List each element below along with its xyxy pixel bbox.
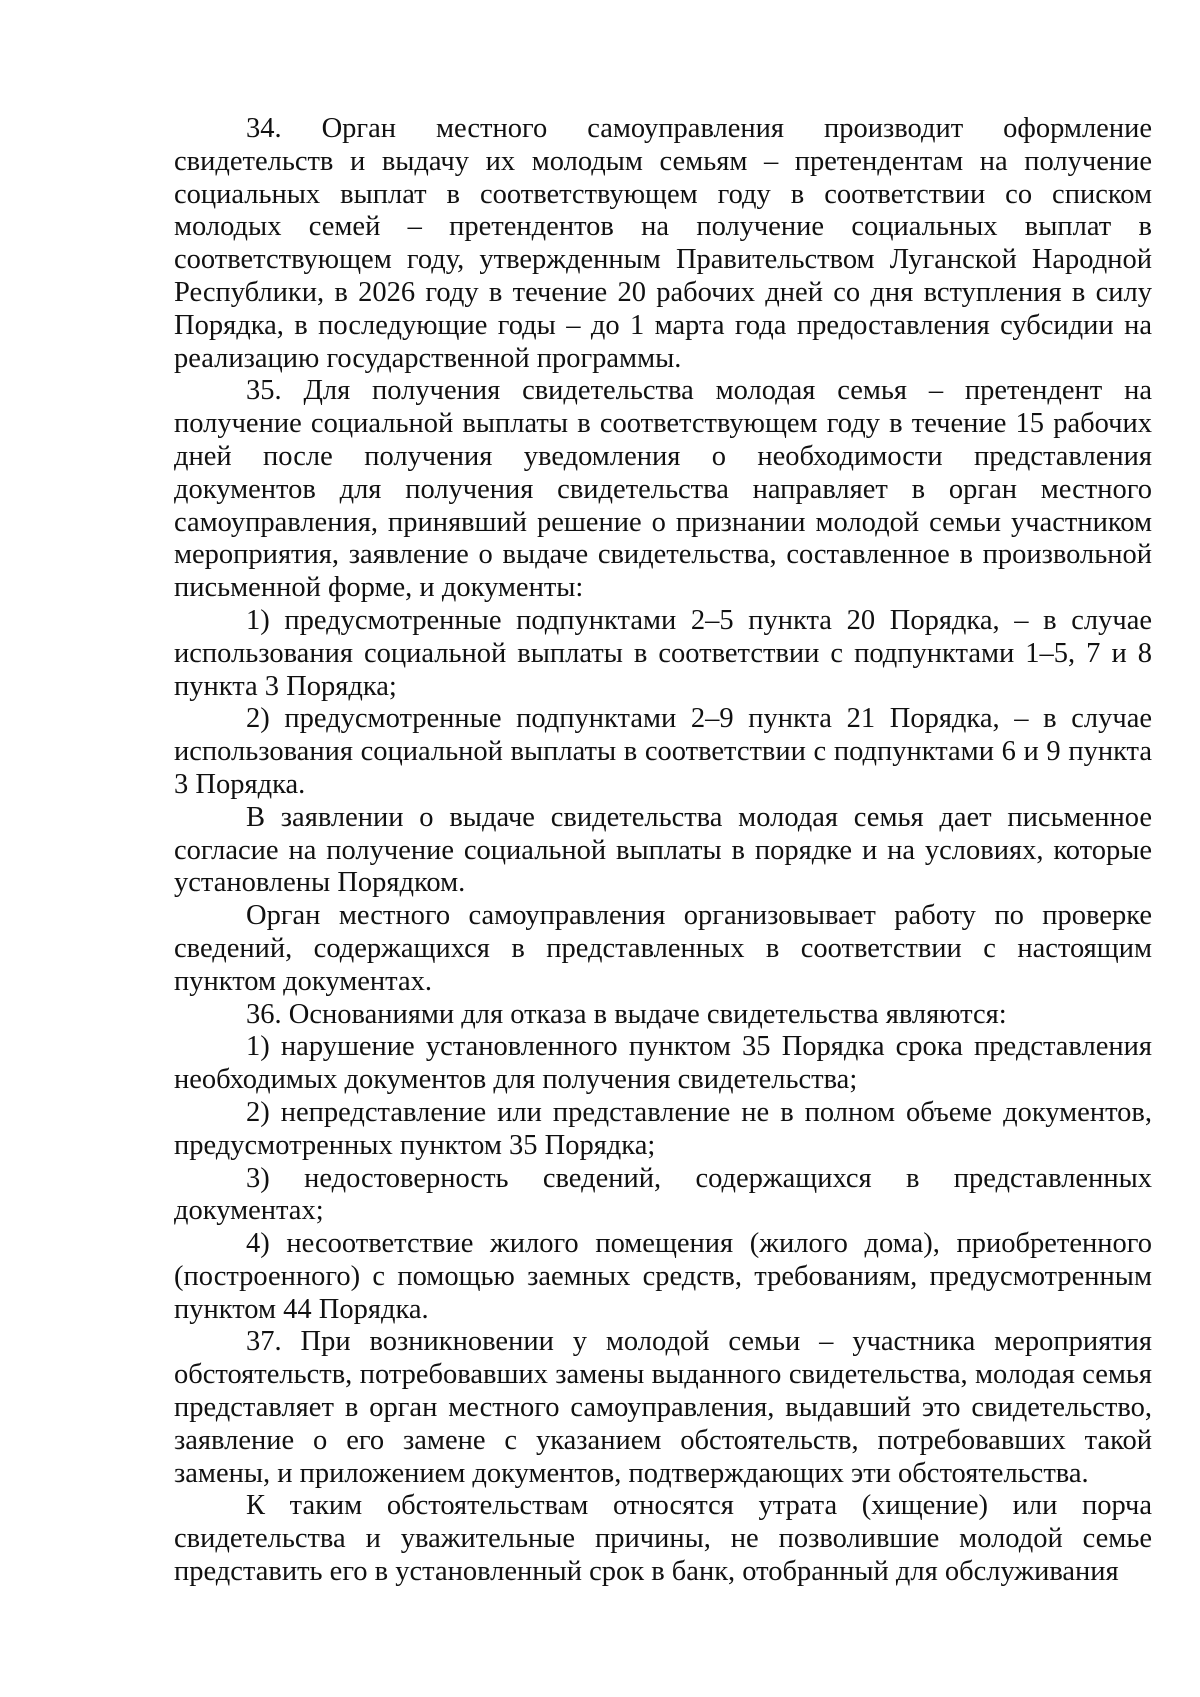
paragraph-item-36-sub-3: 3) недостоверность сведений, содержащихся в представленных документах; xyxy=(174,1162,1152,1227)
paragraph-item-34: 34. Орган местного самоуправления производит оформление свидетельств и выдачу их молодым семьям – претендентам на получение социальных выплат в соответствующем году в соответствии со списком молодых семей – претендентов на получение социальных выплат в соответствующем году, утвержденным Правительством Луганской Народной Республики, в 2026 году в течение 20 рабочих дней со дня вступления в силу Порядка, в последующие годы – до 1 марта года предоставления субсидии на реализацию государственной программы. xyxy=(174,113,1152,374)
paragraph-item-36-sub-2: 2) непредставление или представление не в полном объеме документов, предусмотренных пунктом 35 Порядка; xyxy=(174,1096,1152,1161)
paragraph-item-36-sub-1: 1) нарушение установленного пунктом 35 Порядка срока представления необходимых документов для получения свидетельства; xyxy=(174,1031,1152,1096)
paragraph-verification: Орган местного самоуправления организовывает работу по проверке сведений, содержащихся в представленных в соответствии с настоящим пунктом документах. xyxy=(174,900,1152,997)
paragraph-item-36-sub-4: 4) несоответствие жилого помещения (жилого дома), приобретенного (построенного) с помощью заемных средств, требованиям, предусмотренным пунктом 44 Порядка. xyxy=(174,1228,1152,1325)
paragraph-item-37: 37. При возникновении у молодой семьи – участника мероприятия обстоятельств, потребовавших замены выданного свидетельства, молодая семья представляет в орган местного самоуправления, выдавший это свидетельство, заявление о его замене с указанием обстоятельств, потребовавших такой замены, и приложением документов, подтверждающих эти обстоятельства. xyxy=(174,1326,1152,1489)
paragraph-circumstances: К таким обстоятельствам относятся утрата (хищение) или порча свидетельства и уважительные причины, не позволившие молодой семье представить его в установленный срок в банк, отобранный для обслуживания xyxy=(174,1490,1152,1588)
paragraph-item-35-sub-1: 1) предусмотренные подпунктами 2–5 пункта 20 Порядка, – в случае использования социальной выплаты в соответствии с подпунктами 1–5, 7 и 8 пункта 3 Порядка; xyxy=(174,604,1152,702)
document-body xyxy=(174,113,1152,1589)
paragraph-consent: В заявлении о выдаче свидетельства молодая семья дает письменное согласие на получение социальной выплаты в порядке и на условиях, которые установлены Порядком. xyxy=(174,801,1152,899)
paragraph-item-35: 35. Для получения свидетельства молодая семья – претендент на получение социальной выплаты в соответствующем году в течение 15 рабочих дней после получения уведомления о необходимости представления документов для получения свидетельства направляет в орган местного самоуправления, принявший решение о признании молодой семьи участником мероприятия, заявление о выдаче свидетельства, составленное в произвольной письменной форме, и документы: xyxy=(174,375,1152,604)
paragraph-item-36: 36. Основаниями для отказа в выдаче свидетельства являются: xyxy=(246,998,1007,1030)
paragraph-item-35-sub-2: 2) предусмотренные подпунктами 2–9 пункта 21 Порядка, – в случае использования социальной выплаты в соответствии с подпунктами 6 и 9 пункта 3 Порядка. xyxy=(174,703,1152,800)
